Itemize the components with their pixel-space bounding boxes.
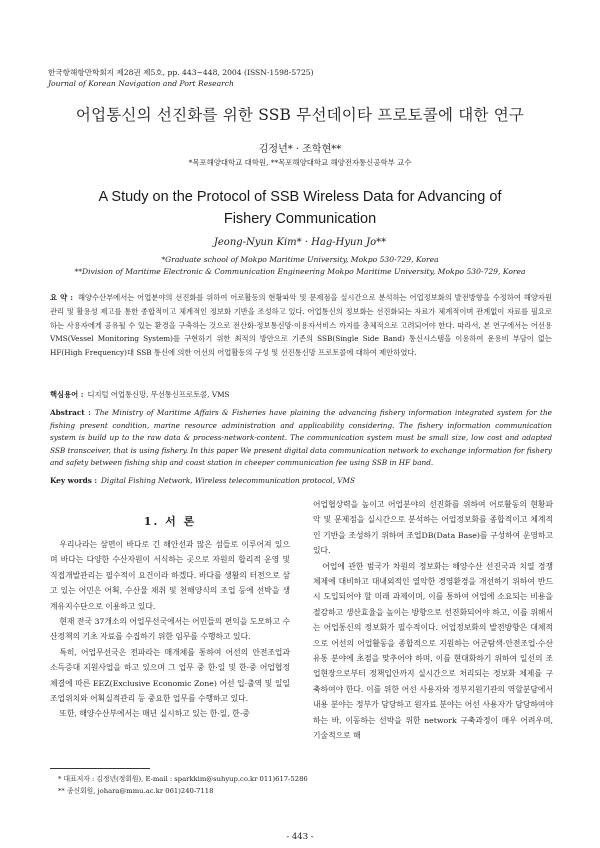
abstract-korean-text: 해양수산부에서는 어업분야의 선진화를 위하여 어로활동의 현황파악 및 문제점을 실시간으로 분석하는 어업정보화의 발전방향을 수정하여 해양자원 관리 및 활용성 제고를 통한 종합적이고 체계적인 정보화 기반을 조성하고 있다. 어업통신의 정보화는 선진화되는 자료가 체계적이며 관계없이 자료를 필요로 하는 사용자에게 공유될 수 있는 환경을 구축하는 것으로 전산화·정보통신망·이용자서비스 까지를 총체적으로 고려되어야 한다. 따라서, 본 연구에서는 어선용 VMS(Vessel Monitoring System)를 구현하기 위한 최적의 방안으로 기존의 SSB(Single Side Band) 통신시스템을 이용하여 운용비 부담이 없는 HF(High Frequency)대 SSB 통신에 의한 어선의 어업활동의 구성 및 선진통신망 프로토콜에 대하여 제안하였다. [50,293,552,358]
keywords-korean-text: 디지털 어업통신망, 무선통신프로토콜, VMS [87,390,230,399]
body-column-left [50,537,290,722]
footnote-coauthor: ** 종신회원, johara@mmu.ac.kr 061)240-7118 [58,786,214,795]
affiliation-english-1: *Graduate school of Mokpo Maritime University, Mokpo 530-729, Korea [161,255,439,264]
keywords-korean-label: 핵심용어 : [50,390,84,399]
body-paragraph: 특히, 어업무선국은 전파라는 매개체를 통하여 어선의 안전조업과 소득증대 지원사업을 하고 있으며 그 업무 중 한·일 및 한·중 어업협정 체결에 따른 EEZ(Exclusive Economic Zone) 어선 입·출역 및 일일조업위치와 어획실적관리 등 중요한 업무를 수행하고 있다. [50,647,290,704]
authors-korean: 김정년* · 조학현** [258,144,342,155]
section-heading-introduction: 1. 서 론 [143,515,197,528]
body-paragraph: 또한, 해양수산부에서는 매년 실시하고 있는 한·일, 한·중 [59,709,250,719]
body-paragraph: 현재 전국 37개소의 어업무선국에서는 어민들의 편익을 도모하고 수산정책의 기초 자료를 수집하기 위한 임무를 수행하고 있다. [50,617,290,642]
keywords-english-text: Digital Fishing Network, Wireless telecommunication protocol, VMS [101,476,355,485]
title-english-line1: A Study on the Protocol of SSB Wireless Data for Advancing of [98,189,502,205]
journal-english-name: Journal of Korean Navigation and Port Research [48,79,234,88]
abstract-korean-label: 요 약 : [50,293,73,302]
keywords-english-label: Key words : [50,476,98,485]
keywords-korean [50,390,552,400]
abstract-korean [50,291,552,360]
affiliation-english-2: **Division of Maritime Electronic & Communication Engineering Mokpo Maritime University, Mokpo 530-729, Korea [74,267,526,276]
abstract-english-label: Abstract : [50,408,91,417]
body-column-right [313,497,553,744]
footnotes [58,774,308,797]
authors-english: Jeong-Nyun Kim* · Hag-Hyun Jo** [213,237,387,248]
title-english [0,186,600,230]
body-paragraph: 어업협상력을 높이고 어업분야의 선진화를 위하여 어로활동의 현황파악 및 문제점을 실시간으로 분석하는 어업정보화를 종합적이고 체계적인 기반을 조성하기 위하여 조업DB(Data Base)를 구성하여 운영하고 있다. [313,500,553,556]
journal-header [48,67,314,89]
affiliation-english [0,254,600,278]
footnote-divider [50,768,150,769]
footnote-corresponding-author: * 대표저자 : 김정년(정회원), E-mail : sparkkim@suhyup.co.kr 011)617-5286 [58,775,308,783]
title-english-line2: Fishery Communication [223,211,377,227]
body-paragraph: 우리나라는 삼면이 바다로 긴 해안선과 많은 섬들로 이루어져 있으며 바다는 다양한 수산자원이 서식하는 곳으로 자원의 합리적 운영 및 직접개발관리는 필수적이 요건이라 하겠다. 바다를 생활의 터전으로 삼고 있는 어민은 어획, 수산물 채취 및 천해양식의 조업 등에 선박을 생계유지수단으로 이용하고 있다. [50,540,290,611]
abstract-english-text: The Ministry of Maritime Affairs & Fisheries have plaining the advancing fishery information integrated system for the fishing present condition, marine resource administration and applicability considering. The fishery information communication system is build up to the raw data & process-network-content. The communication system must be small size, low cost and adapted SSB transceiver, that is using fishery. In this paper We present digital data communication network to exchange information for fishery and safety between fishing ship and coast station in cheeper communication fee using SSB in HF band. [50,408,552,467]
journal-citation: 한국항해항만학회지 제28권 제5호, pp. 443~448, 2004 (ISSN-1598-5725) [48,68,314,77]
body-paragraph: 어업에 관한 범국가 차원의 정보화는 해양수산 선진국과 치열 경쟁체제에 대비하고 대내외적인 열악한 경영환경을 개선하기 위하여 반드시 도입되어야 할 미래 과제이며, 이를 통하여 어업에 소요되는 비용을 절감하고 생산효율을 높이는 방향으로 선진화되어야 하고, 이를 위해서는 어업통신의 정보화가 필수적이다. 어업정보화의 발전방향은 대체적으로 어선의 어업활동을 종합적으로 지원하는 어군탐색·안전조업·수산유통 분야에 초점을 맞추어야 하며, 이를 현대화하기 위하여 일선의 조업현장으로부터 정책입안까지 실시간으로 처리되는 정보화 체제를 구축하여야 한다. 이를 위한 어선 사용자와 정부지원기관의 역할분담에서 내용 분야는 정부가 담당하고 원자료 분야는 어선 사용자가 담당하여야 하는 바, 이동하는 선박을 위한 network 구축과정이 매우 어려우며, 기술적으로 해 [313,561,553,741]
abstract-english [50,407,552,470]
affiliation-korean: *목포해양대학교 대학원, **목포해양대학교 해양전자통신공학부 교수 [188,158,412,167]
page-number: - 443 - [286,832,314,842]
keywords-english [50,476,552,485]
title-korean: 어업통신의 선진화를 위한 SSB 무선데이타 프로토콜에 대한 연구 [75,106,525,124]
